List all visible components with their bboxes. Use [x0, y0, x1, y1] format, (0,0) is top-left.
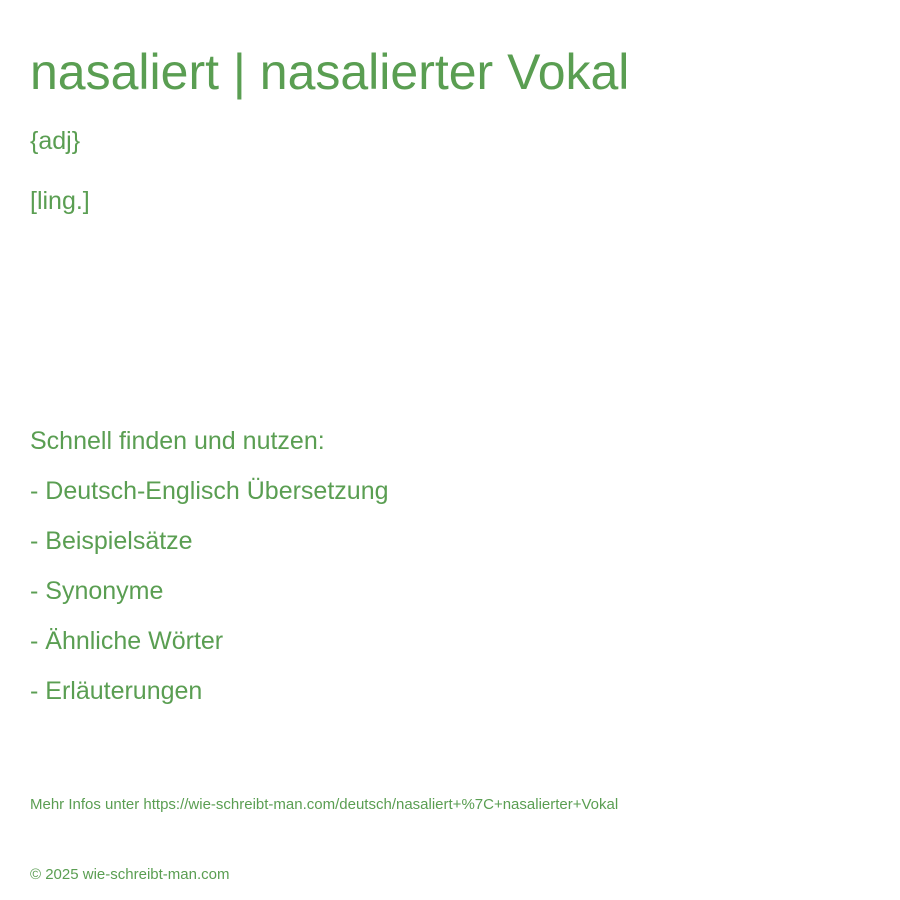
- list-item-translation: - Deutsch-Englisch Übersetzung: [30, 477, 389, 505]
- subject-field-label: [ling.]: [30, 187, 90, 215]
- list-item-explanations: - Erläuterungen: [30, 677, 203, 705]
- quick-find-list: [30, 476, 389, 726]
- quick-find-heading: Schnell finden und nutzen:: [30, 427, 325, 455]
- more-info-link[interactable]: Mehr Infos unter https://wie-schreibt-man.com/deutsch/nasaliert+%7C+nasalierter+Vokal: [30, 796, 619, 813]
- list-item-synonyms: - Synonyme: [30, 577, 164, 605]
- copyright-notice: © 2025 wie-schreibt-man.com: [30, 866, 230, 883]
- list-item-similar-words: - Ähnliche Wörter: [30, 627, 224, 655]
- list-item-example-sentences: - Beispielsätze: [30, 527, 193, 555]
- page-title: nasaliert | nasalierter Vokal: [30, 44, 630, 100]
- part-of-speech-label: {adj}: [30, 127, 81, 155]
